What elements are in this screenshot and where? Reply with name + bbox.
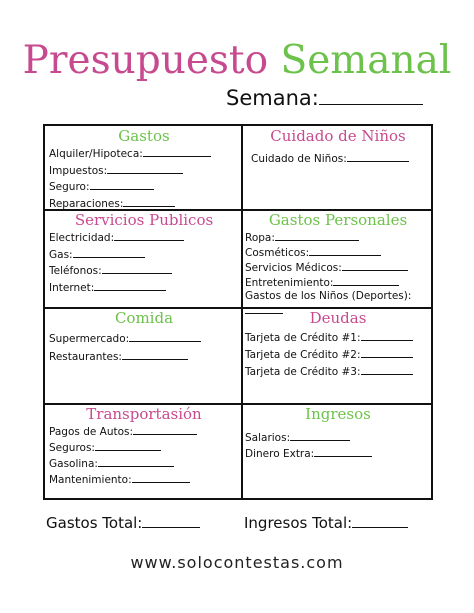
section-deudas <box>245 309 431 381</box>
semana-label: Semana: <box>226 86 319 110</box>
section-heading-ingresos: Ingresos <box>305 405 371 423</box>
page-title <box>0 38 474 84</box>
field-pagos-autos[interactable]: Pagos de Autos: <box>49 424 239 440</box>
title-semanal: Semanal <box>280 38 452 83</box>
ingresos-total-label: Ingresos Total: <box>244 514 353 532</box>
section-heading-personales: Gastos Personales <box>268 211 408 229</box>
field-impuestos[interactable]: Impuestos: <box>49 163 239 180</box>
field-telefonos[interactable]: Teléfonos: <box>49 263 239 280</box>
field-gas[interactable]: Gas: <box>49 247 239 264</box>
gastos-total-blank[interactable] <box>142 513 200 528</box>
section-heading-servicios: Servicios Publicos <box>74 211 214 229</box>
section-comida <box>49 309 239 366</box>
semana-field[interactable] <box>226 84 423 112</box>
field-cuidado-ninos[interactable]: Cuidado de Niños: <box>245 151 431 168</box>
field-dinero-extra[interactable]: Dinero Extra: <box>245 446 431 462</box>
field-seguros[interactable]: Seguros: <box>49 440 239 456</box>
budget-grid <box>43 124 433 500</box>
ingresos-total-field[interactable] <box>244 513 408 533</box>
ingresos-total-blank[interactable] <box>352 513 408 528</box>
field-gasolina[interactable]: Gasolina: <box>49 456 239 472</box>
section-servicios-publicos <box>49 211 239 296</box>
field-internet[interactable]: Internet: <box>49 280 239 297</box>
section-heading-gastos: Gastos <box>118 127 170 145</box>
grid-vertical-divider <box>241 126 243 498</box>
title-presupuesto: Presupuesto <box>22 38 269 83</box>
field-servicios-medicos[interactable]: Servicios Médicos: <box>245 260 431 275</box>
section-gastos-personales <box>245 211 431 318</box>
field-restaurantes[interactable]: Restaurantes: <box>49 348 239 366</box>
field-tarjeta-2[interactable]: Tarjeta de Crédito #2: <box>245 347 431 364</box>
field-cosmeticos[interactable]: Cosméticos: <box>245 245 431 260</box>
field-tarjeta-1[interactable]: Tarjeta de Crédito #1: <box>245 330 431 347</box>
section-gastos <box>49 127 239 212</box>
field-ropa[interactable]: Ropa: <box>245 230 431 245</box>
semana-blank[interactable] <box>319 84 423 105</box>
section-heading-cuidado-ninos: Cuidado de Niños <box>270 127 406 145</box>
website-footer: www.solocontestas.com <box>130 553 344 572</box>
field-gastos-ninos: Gastos de los Niños (Deportes): <box>245 290 412 302</box>
gastos-total-field[interactable] <box>46 513 200 533</box>
section-heading-comida: Comida <box>114 309 174 327</box>
field-electricidad[interactable]: Electricidad: <box>49 230 239 247</box>
field-seguro[interactable]: Seguro: <box>49 179 239 196</box>
section-ingresos <box>245 405 431 462</box>
field-reparaciones[interactable]: Reparaciones: <box>49 196 239 213</box>
gastos-total-label: Gastos Total: <box>46 514 143 532</box>
field-supermercado[interactable]: Supermercado: <box>49 330 239 348</box>
section-heading-transporte: Transportasión <box>86 405 202 423</box>
field-tarjeta-3[interactable]: Tarjeta de Crédito #3: <box>245 364 431 381</box>
field-salarios[interactable]: Salarios: <box>245 430 431 446</box>
field-entretenimiento[interactable]: Entretenimiento: <box>245 275 431 290</box>
field-alquiler[interactable]: Alquiler/Hipoteca: <box>49 146 239 163</box>
section-transportasion <box>49 405 239 488</box>
section-heading-deudas: Deudas <box>309 309 367 327</box>
field-mantenimiento[interactable]: Mantenimiento: <box>49 472 239 488</box>
section-cuidado-ninos <box>245 127 431 168</box>
